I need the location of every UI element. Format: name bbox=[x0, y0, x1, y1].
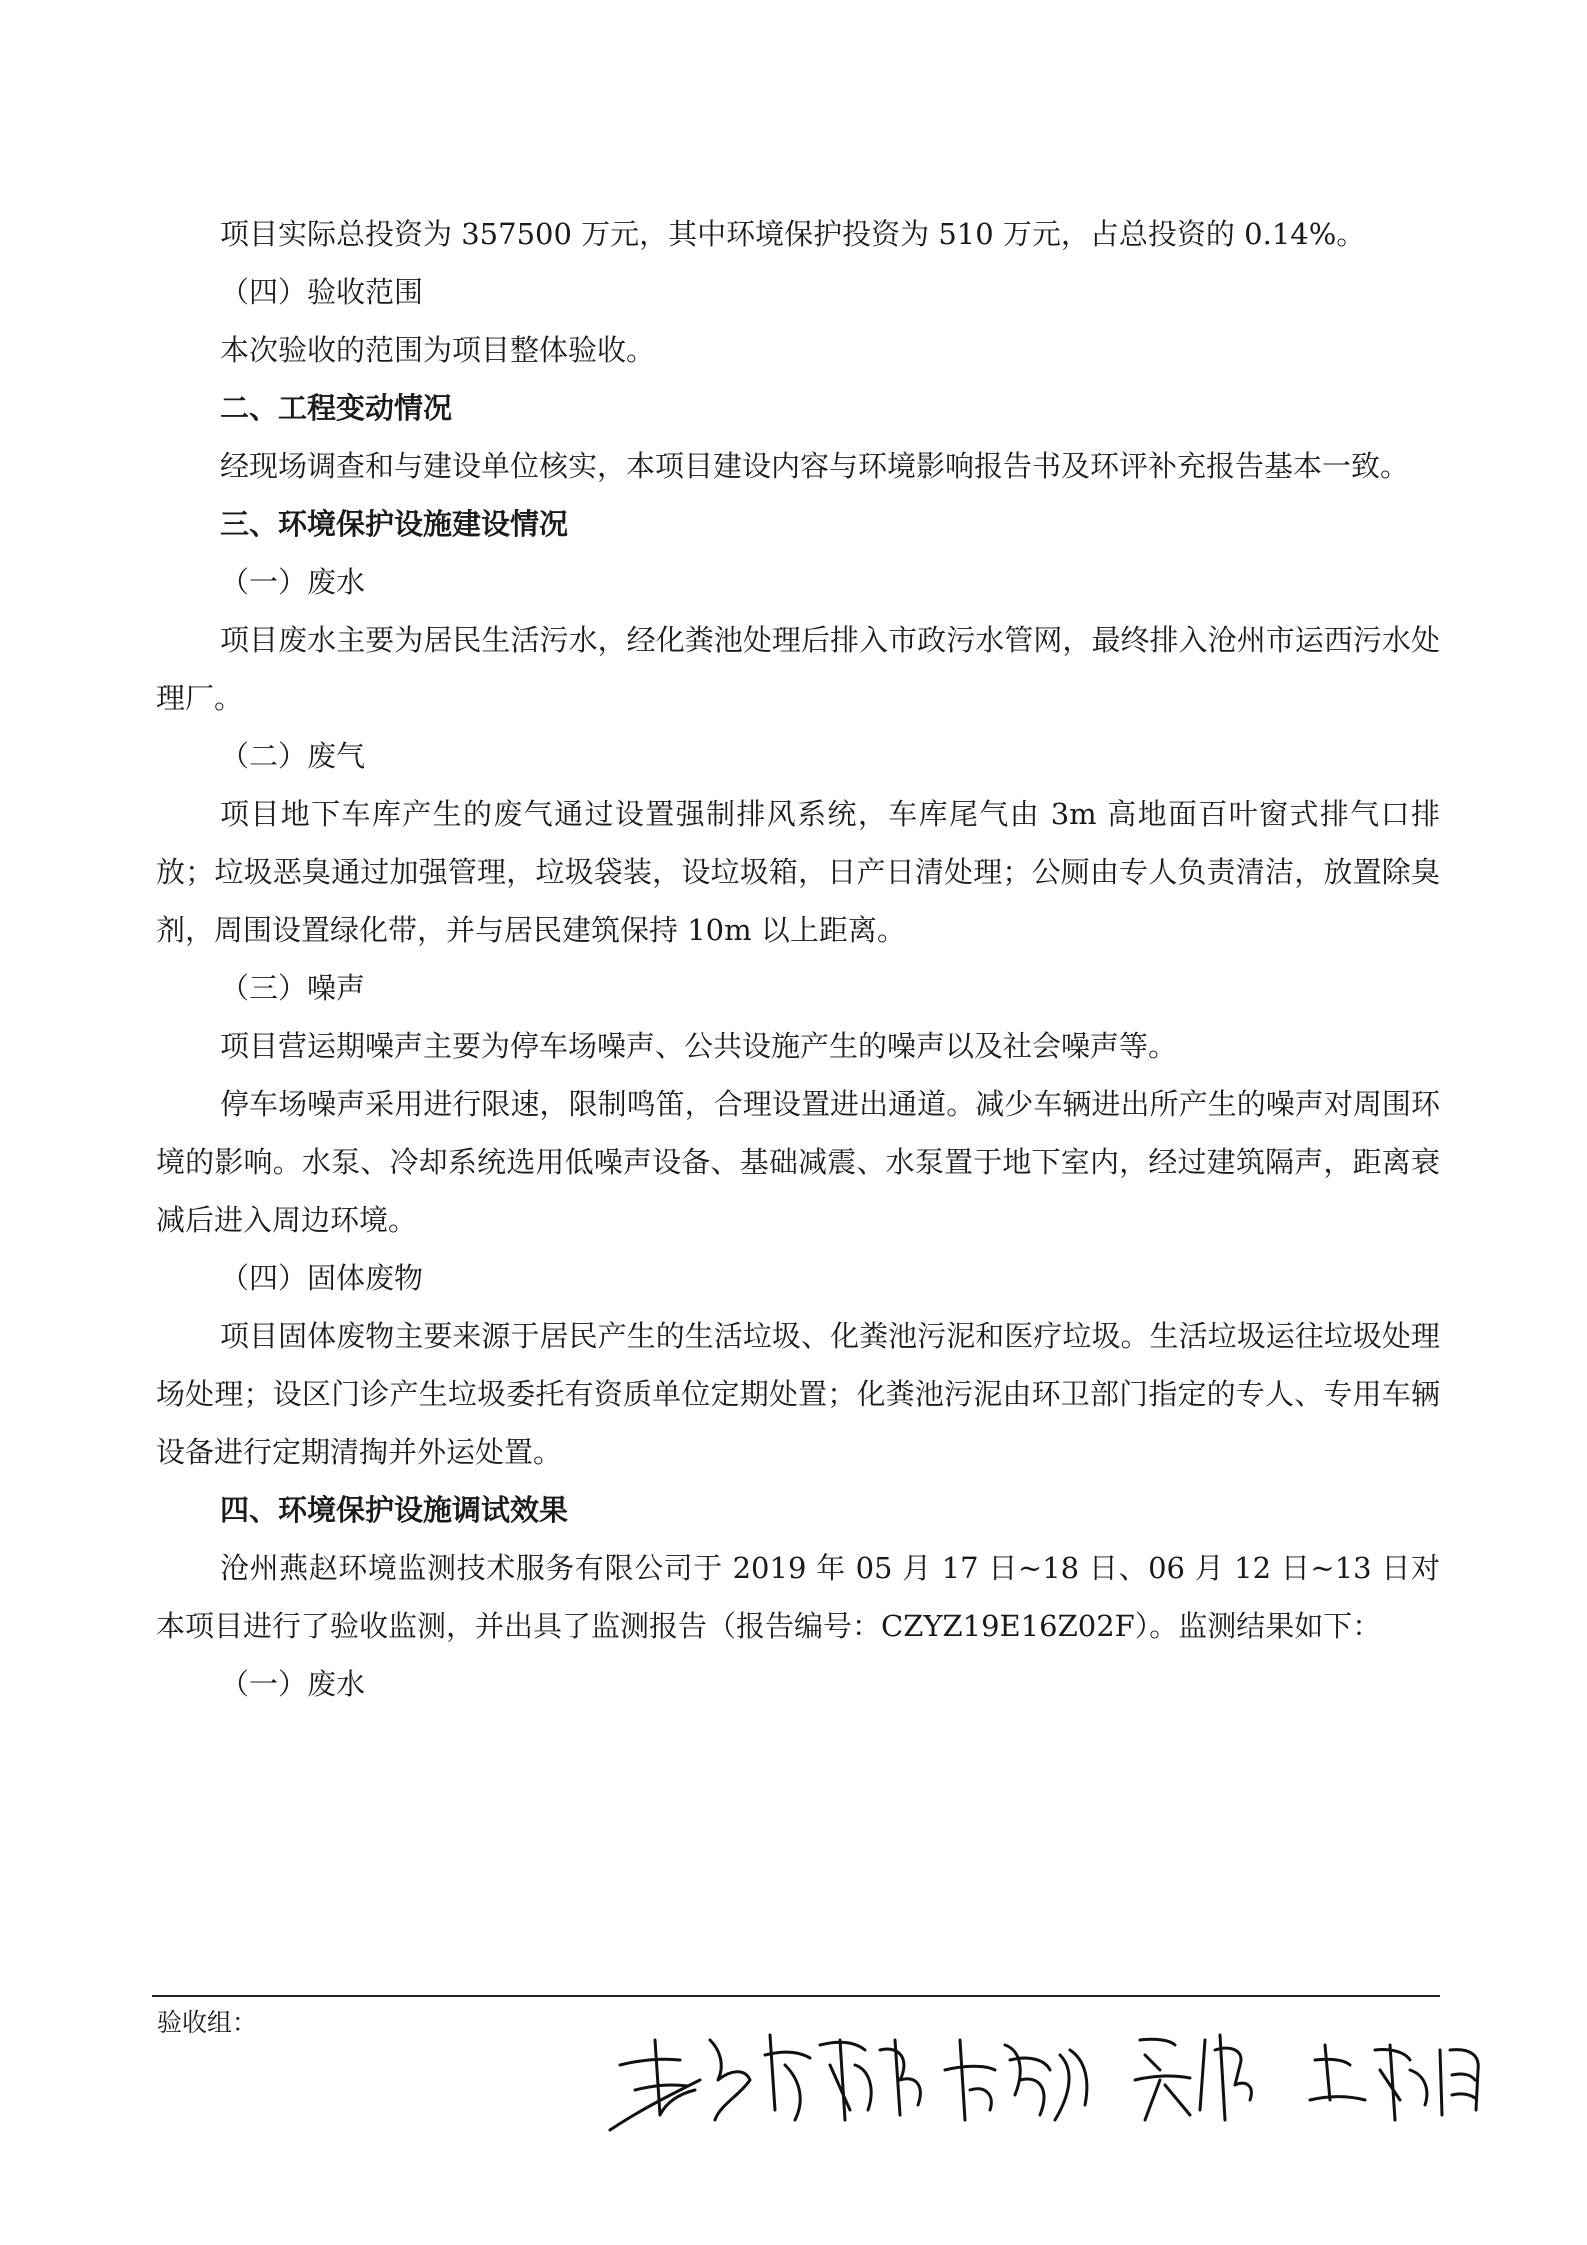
footer-divider bbox=[152, 1995, 1440, 1997]
wastewater-paragraph: 项目废水主要为居民生活污水，经化粪池处理后排入市政污水管网，最终排入沧州市运西污水处理厂。 bbox=[156, 623, 1440, 715]
monitoring-paragraph: 沧州燕赵环境监测技术服务有限公司于 2019 年 05 月 17 日~18 日、06 月 12 日~13 日对本项目进行了验收监测，并出具了监测报告（报告编号：CZYZ19E16Z02F）。监测结果如下： bbox=[156, 1551, 1440, 1643]
subheading-wastewater-results: （一）废水 bbox=[220, 1667, 366, 1701]
section-heading-debugging-results: 四、环境保护设施调试效果 bbox=[220, 1493, 569, 1527]
acceptance-group-label: 验收组： bbox=[157, 2008, 258, 2037]
exhaust-paragraph: 项目地下车库产生的废气通过设置强制排风系统，车库尾气由 3m 高地面百叶窗式排气口排放；垃圾恶臭通过加强管理，垃圾袋装，设垃圾箱，日产日清处理；公厕由专人负责清洁，放置除臭剂，周围设置绿化带，并与居民建筑保持 10m 以上距离。 bbox=[156, 797, 1440, 947]
subheading-exhaust: （二）废气 bbox=[220, 739, 366, 773]
subheading-acceptance-scope: （四）验收范围 bbox=[220, 275, 424, 309]
noise-paragraph-1: 项目营运期噪声主要为停车场噪声、公共设施产生的噪声以及社会噪声等。 bbox=[220, 1029, 1178, 1063]
investment-paragraph: 项目实际总投资为 357500 万元，其中环境保护投资为 510 万元，占总投资的 0.14%。 bbox=[220, 217, 1366, 251]
document-body bbox=[156, 205, 1440, 1713]
solid-waste-paragraph: 项目固体废物主要来源于居民产生的生活垃圾、化粪池污泥和医疗垃圾。生活垃圾运往垃圾处理场处理；设区门诊产生垃圾委托有资质单位定期处置；化粪池污泥由环卫部门指定的专人、专用车辆设备进行定期清掏并外运处置。 bbox=[156, 1319, 1440, 1469]
subheading-noise: （三）噪声 bbox=[220, 971, 366, 1005]
signature-2 bbox=[765, 2035, 920, 2120]
section-heading-engineering-changes: 二、工程变动情况 bbox=[220, 391, 453, 425]
subheading-wastewater: （一）废水 bbox=[220, 565, 366, 599]
signature-1 bbox=[610, 2040, 750, 2130]
handwritten-signatures bbox=[600, 2010, 1540, 2150]
signature-3 bbox=[945, 2040, 1087, 2120]
signature-4 bbox=[1135, 2035, 1251, 2120]
acceptance-scope-paragraph: 本次验收的范围为项目整体验收。 bbox=[220, 333, 656, 367]
engineering-changes-paragraph: 经现场调查和与建设单位核实，本项目建设内容与环境影响报告书及环评补充报告基本一致。 bbox=[220, 449, 1410, 483]
section-heading-env-facilities: 三、环境保护设施建设情况 bbox=[220, 507, 569, 541]
signature-5 bbox=[1310, 2045, 1478, 2120]
subheading-solid-waste: （四）固体废物 bbox=[220, 1261, 424, 1295]
noise-paragraph-2: 停车场噪声采用进行限速，限制鸣笛，合理设置进出通道。减少车辆进出所产生的噪声对周围环境的影响。水泵、冷却系统选用低噪声设备、基础减震、水泵置于地下室内，经过建筑隔声，距离衰减后进入周边环境。 bbox=[156, 1087, 1440, 1237]
